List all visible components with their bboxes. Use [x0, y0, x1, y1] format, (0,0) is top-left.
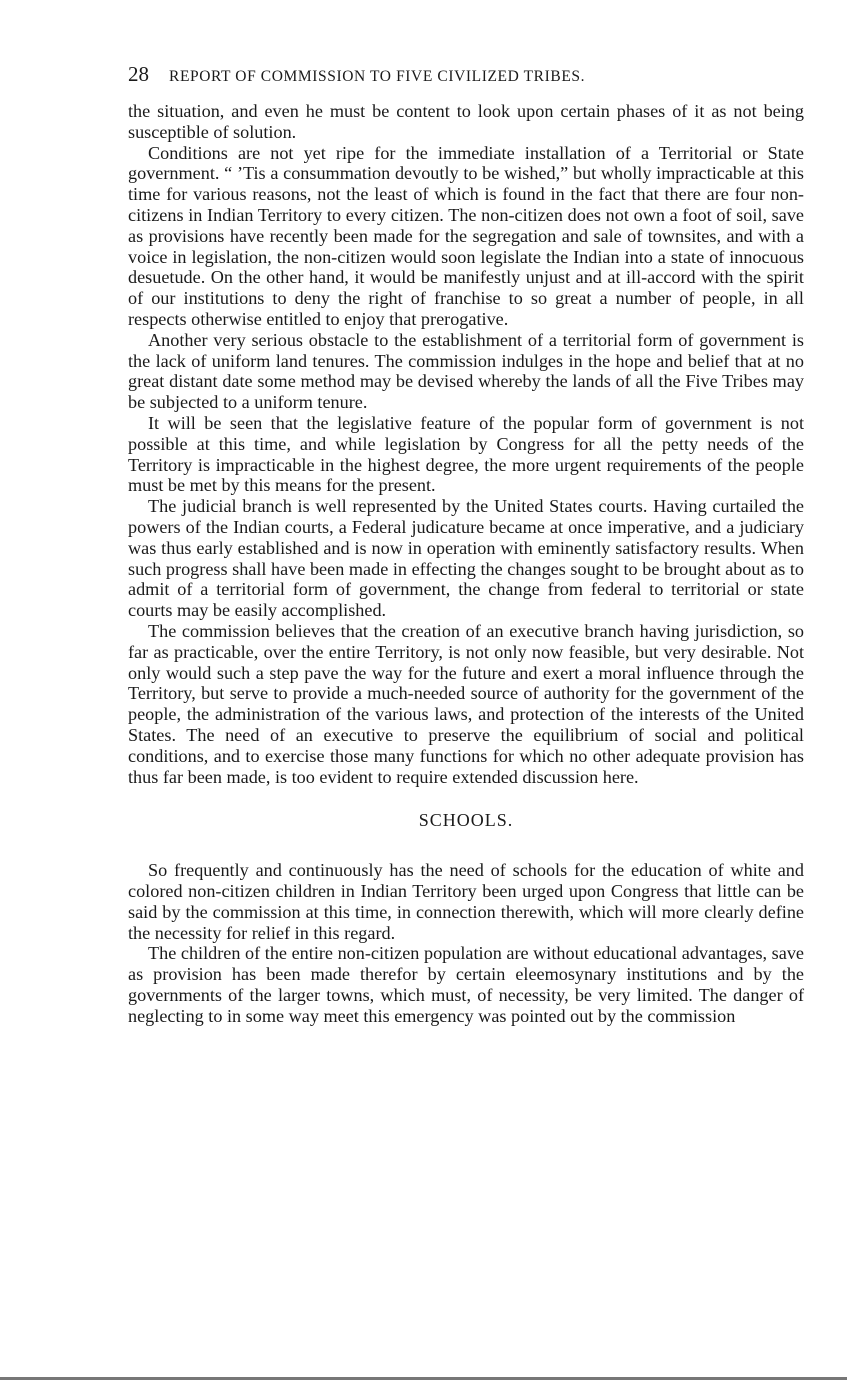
paragraph-legislative-feature: It will be seen that the legislative feature of the popular form of government is not possible at this time, and while legislation by Congress for all the petty needs of the Territory is impracticable in the highest degree, the more urgent requirements of the people must be met by this means for the present.: [128, 412, 804, 496]
page-number: 28: [128, 62, 149, 86]
paragraph-land-tenures: Another very serious obstacle to the establishment of a territorial form of government is the lack of uniform land tenures. The commission indulges in the hope and belief that at no great distant date some method may be devised whereby the lands of all the Five Tribes may be subjected to a uniform tenure.: [128, 329, 804, 413]
paragraph-judicial-branch: The judicial branch is well represented by the United States courts. Having curtailed the powers of the Indian courts, a Federal judicature became at once imperative, and a judiciary was thus early established and is now in operation with eminently satisfactory results. When such progress shall have been made in effecting the changes sought to be brought about as to admit of a territorial form of government, the change from federal to territorial or state courts may be easily accomplished.: [128, 496, 804, 621]
paragraph-schools-need: So frequently and continuously has the need of schools for the education of white and colored non-citizen children in Indian Territory been urged upon Congress that little can be said by the commission at this time, in connection therewith, which will more clearly define the necessity for relief in this regard.: [128, 860, 804, 943]
running-head: [128, 62, 804, 87]
document-page: [128, 62, 804, 1027]
section-heading-schools: SCHOOLS.: [418, 810, 514, 831]
paragraph-continued: the situation, and even he must be content to look upon certain phases of it as not being susceptible of solution.: [128, 101, 804, 142]
running-title: REPORT OF COMMISSION TO FIVE CIVILIZED TRIBES.: [169, 68, 586, 85]
paragraph-executive-branch: The commission believes that the creation of an executive branch having jurisdiction, so far as practicable, over the entire Territory, is not only now feasible, but very desirable. Not only would such a step pave the way for the future and exert a moral influence through the Territory, but serve to provide a much-needed source of authority for the government of the people, the administration of the various laws, and protection of the interests of the United States. The need of an executive to preserve the equilibrium of social and political conditions, and to exercise those many functions for which no other adequate provision has thus far been made, is too evident to require extended discussion here.: [128, 620, 804, 787]
paragraph-territorial-government: Conditions are not yet ripe for the immediate installation of a Territorial or State government. “ ’Tis a consummation devoutly to be wished,” but wholly impracticable at this time for various reasons, not the least of which is found in the fact that there are four non-citizens in Indian Territory to every citizen. The non-citizen does not own a foot of soil, save as provisions have recently been made for the segregation and sale of townsites, and with a voice in legislation, the non-citizen would soon legislate the Indian into a state of innocuous desuetude. On the other hand, it would be manifestly unjust and at ill-accord with the spirit of our institutions to deny the right of franchise to so great a number of people, in all respects otherwise entitled to enjoy that prerogative.: [128, 142, 804, 329]
paragraph-schools-children: The children of the entire non-citizen population are without educational advantages, save as provision has been made therefor by certain eleemosynary institutions and by the governments of the larger towns, which must, of necessity, be very limited. The danger of neglecting to in some way meet this emergency was pointed out by the commission: [128, 943, 804, 1026]
